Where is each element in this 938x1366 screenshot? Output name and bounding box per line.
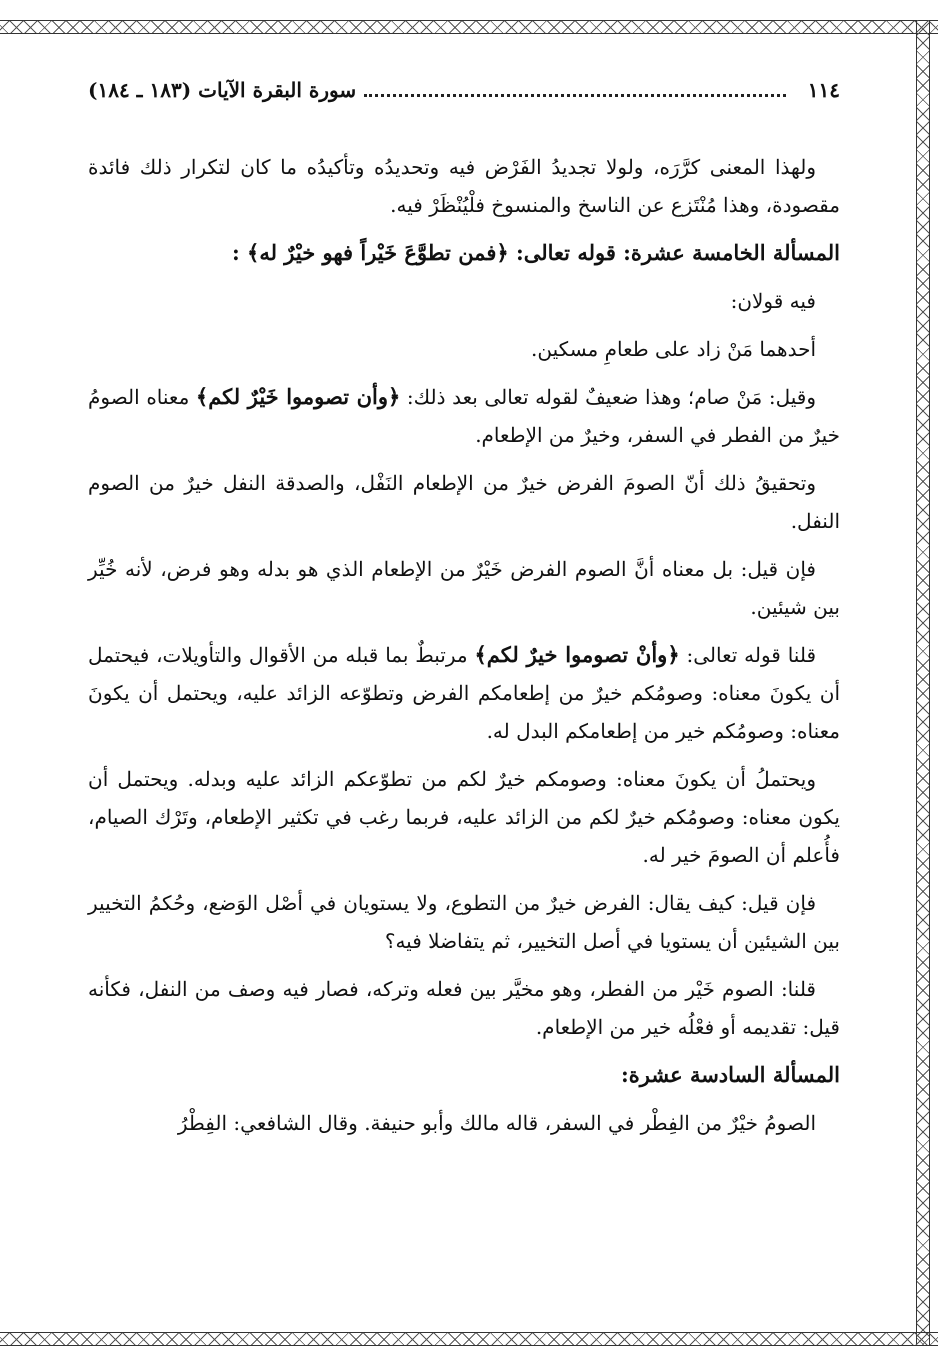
- paragraph: فيه قولان:: [730, 289, 816, 313]
- quran-quote: ﴿وأنْ تصوموا خيرٌ لكم﴾: [474, 642, 680, 667]
- header-dot-leader: [364, 84, 786, 97]
- paragraph-text: وقيل: مَنْ صام؛ وهذا ضعيفٌ لقوله تعالى بعد ذلك:: [406, 385, 817, 409]
- ornamental-border-top: [0, 20, 938, 34]
- section-heading-15: [88, 234, 840, 272]
- page-header: [88, 70, 840, 110]
- paragraph: قلنا: الصوم خَيْر من الفطر، وهو مخيَّر بين فعله وتركه، فصار فيه وصف من النفل، فكأنه قيل: تقديمه أو فعْلُه خير من الإطعام.: [88, 977, 840, 1039]
- ornamental-border-right: [916, 20, 930, 1346]
- paragraph: ويحتملُ أن يكونَ معناه: وصومكم خيرٌ لكم من تطوّعكم الزائد عليه وبدله. ويحتمل أن يكون معناه: وصومُكم خيرٌ لكم من الزائد عليه، فربما رغب في تكثير الإطعام، وتَرْك الصيام، فأُعلم أن الصومَ خير له.: [88, 767, 840, 867]
- page-number: ١١٤: [807, 78, 840, 102]
- heading-suffix: :: [231, 240, 240, 265]
- section-heading-16: المسألة السادسة عشرة:: [621, 1062, 840, 1087]
- quran-quote: ﴿وأن تصوموا خَيْرٌ لكم﴾: [195, 384, 401, 409]
- paragraph-text: مرتبطٌ بما قبله من الأقوال والتأويلات، فيحتمل أن يكونَ معناه: وصومُكم خيرٌ من إطعامكم الفرض وتطوّعه الزائد عليه، ويحتمل أن يكونَ معناه: وصومُكم خير من إطعامكم البدل له.: [88, 643, 840, 743]
- sura-title: سورة البقرة الآيات (١٨٣ ـ ١٨٤): [88, 78, 357, 102]
- paragraph: الصومُ خيْرٌ من الفِطْر في السفر، قاله مالك وأبو حنيفة. وقال الشافعي: الفِطْرُ: [177, 1111, 816, 1135]
- page-body: [88, 148, 840, 1152]
- paragraph-text: معناه الصومُ خيرٌ من الفطر في السفر، وخيرٌ من الإطعام.: [88, 385, 840, 447]
- paragraph: فإن قيل: كيف يقال: الفرض خيرٌ من التطوع، ولا يستويان في أصْل الوَضع، وحُكمُ التخيير بين الشيئين أن يستويا في أصل التخيير، ثم يتفاضلا فيه؟: [88, 891, 840, 953]
- paragraph: [88, 636, 840, 750]
- paragraph: وتحقيقُ ذلك أنّ الصومَ الفرض خيرٌ من الإطعام النَفْل، والصدقة النفل خيرٌ من الصوم النفل.: [88, 471, 840, 533]
- paragraph: ولهذا المعنى كرَّرَه، ولولا تجديدُ الفَرْض فيه وتحديدُه وتأكيدُه ما كان لتكرار ذلك فائدة مقصودة، وهذا مُنْتَزع عن الناسخ والمنسوخ فلْيُنْظَرْ فيه.: [88, 155, 840, 217]
- paragraph: فإن قيل: بل معناه أنَّ الصوم الفرض خَيْرٌ من الإطعام الذي هو بدله وهو فرض، لأنه خُيِّر بين شيئين.: [88, 557, 840, 619]
- heading-prefix: المسألة الخامسة عشرة: قوله تعالى:: [515, 240, 840, 265]
- paragraph: أحدهما مَنْ زاد على طعامِ مسكين.: [531, 337, 816, 361]
- ornamental-border-bottom: [0, 1332, 938, 1346]
- quran-quote: ﴿فمن تطوَّعَ خَيْراً فهو خيْرٌ له﴾: [247, 240, 509, 265]
- paragraph-text: قلنا قوله تعالى:: [686, 643, 817, 667]
- paragraph: [88, 378, 840, 454]
